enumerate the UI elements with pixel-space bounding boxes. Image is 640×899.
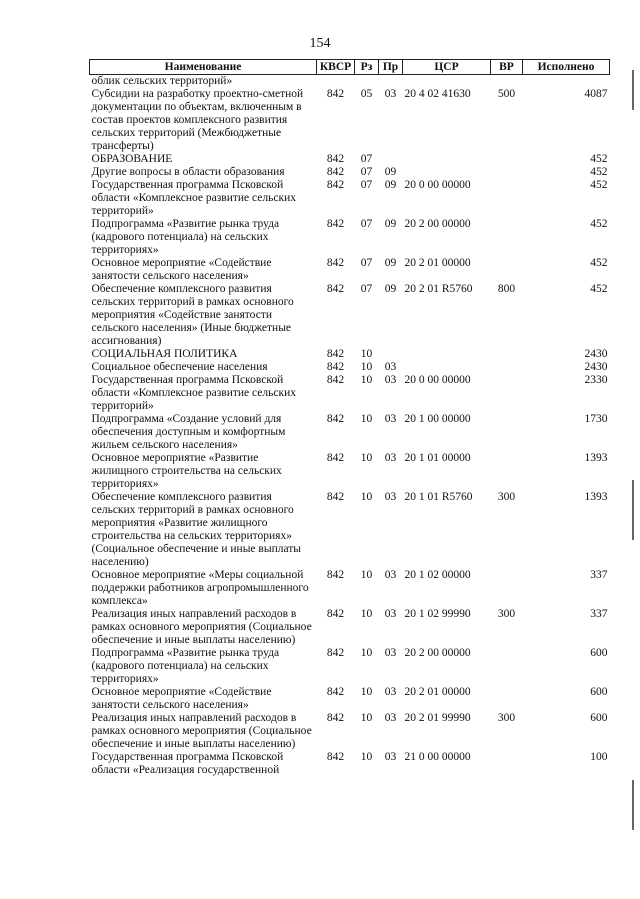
cell-kvsr: 842 (326, 686, 345, 698)
cell-exec: 2330 (584, 374, 608, 386)
table-row (90, 647, 610, 686)
table-row (90, 361, 610, 374)
cell-name: Другие вопросы в области образования (91, 166, 285, 178)
table-row (90, 348, 610, 361)
cell-rz: 07 (360, 153, 373, 165)
table-row (90, 686, 610, 712)
cell-rz: 10 (360, 413, 373, 425)
cell-pr: 03 (384, 361, 397, 373)
cell-rz: 10 (360, 608, 373, 620)
cell-name: Подпрограмма «Развитие рынка труда (кадрового потенциала) на сельских территориях» (91, 647, 280, 685)
cell-vr (491, 374, 523, 413)
col-header-rz: Рз (355, 60, 379, 75)
cell-pr: 09 (384, 166, 397, 178)
cell-pr: 03 (384, 374, 397, 386)
cell-name: Основное мероприятие «Содействие занятости сельского населения» (91, 257, 272, 282)
table-row (90, 283, 610, 348)
cell-name: Социальное обеспечение населения (91, 361, 268, 373)
cell-pr: 03 (384, 452, 397, 464)
cell-vr (491, 751, 523, 777)
cell-exec: 452 (590, 257, 608, 269)
cell-vr (491, 647, 523, 686)
table-row (90, 218, 610, 257)
cell-csr: 20 4 02 41630 (404, 88, 471, 100)
cell-vr: 300 (497, 491, 516, 503)
cell-pr: 03 (384, 712, 397, 724)
cell-exec: 452 (590, 166, 608, 178)
cell-exec: 337 (590, 608, 608, 620)
cell-vr (491, 75, 523, 89)
cell-name: ОБРАЗОВАНИЕ (91, 153, 173, 165)
cell-kvsr: 842 (326, 361, 345, 373)
cell-rz: 10 (360, 751, 373, 763)
scan-edge-mark (632, 480, 634, 540)
cell-rz: 10 (360, 361, 373, 373)
cell-csr: 20 2 01 00000 (404, 686, 471, 698)
cell-csr: 20 0 00 00000 (404, 179, 471, 191)
cell-exec: 600 (590, 647, 608, 659)
cell-rz: 10 (360, 647, 373, 659)
cell-rz: 07 (360, 257, 373, 269)
cell-pr: 03 (384, 686, 397, 698)
cell-kvsr: 842 (326, 218, 345, 230)
cell-name: Обеспечение комплексного развития сельских территорий в рамках основного мероприятия «Развитие жилищного строительства на сельских территориях» (Социальное обеспечение и иные выплаты населению) (91, 491, 302, 568)
cell-name: Реализация иных направлений расходов в рамках основного мероприятия (Социальное обеспечение и иные выплаты населению) (91, 608, 312, 646)
cell-rz: 07 (360, 283, 373, 295)
cell-csr: 20 2 01 00000 (404, 257, 471, 269)
cell-csr: 21 0 00 00000 (404, 751, 471, 763)
cell-kvsr: 842 (326, 166, 345, 178)
cell-kvsr: 842 (326, 413, 345, 425)
cell-kvsr: 842 (326, 751, 345, 763)
scan-edge-mark (632, 70, 634, 110)
cell-kvsr: 842 (326, 569, 345, 581)
cell-vr: 500 (497, 88, 516, 100)
cell-pr (379, 348, 403, 361)
cell-pr: 03 (384, 491, 397, 503)
cell-rz: 10 (360, 452, 373, 464)
cell-pr (379, 153, 403, 166)
cell-csr (403, 75, 491, 89)
cell-pr (379, 75, 403, 89)
col-header-exec: Исполнено (523, 60, 610, 75)
table-row (90, 179, 610, 218)
budget-table (89, 59, 610, 777)
cell-kvsr (317, 75, 355, 89)
cell-pr: 09 (384, 283, 397, 295)
cell-name: Подпрограмма «Развитие рынка труда (кадрового потенциала) на сельских территориях» (91, 218, 280, 256)
cell-pr: 03 (384, 608, 397, 620)
cell-pr: 03 (384, 647, 397, 659)
cell-vr (491, 179, 523, 218)
cell-rz: 10 (360, 686, 373, 698)
cell-kvsr: 842 (326, 179, 345, 191)
cell-csr (403, 348, 491, 361)
cell-name: Государственная программа Псковской области «Реализация государственной (91, 751, 284, 776)
cell-csr: 20 2 01 R5760 (404, 283, 473, 295)
table-row (90, 491, 610, 569)
cell-exec: 1730 (584, 413, 608, 425)
cell-exec: 600 (590, 712, 608, 724)
cell-vr (491, 218, 523, 257)
page-number: 154 (309, 36, 331, 51)
cell-pr: 03 (384, 88, 397, 100)
cell-kvsr: 842 (326, 257, 345, 269)
cell-csr: 20 2 00 00000 (404, 647, 471, 659)
cell-name: Государственная программа Псковской области «Комплексное развитие сельских территорий» (91, 179, 296, 217)
cell-rz: 07 (360, 218, 373, 230)
cell-vr (491, 452, 523, 491)
cell-rz: 10 (360, 491, 373, 503)
cell-csr: 20 0 00 00000 (404, 374, 471, 386)
cell-rz: 10 (360, 348, 373, 360)
cell-pr: 09 (384, 218, 397, 230)
cell-vr (491, 569, 523, 608)
cell-csr (403, 361, 491, 374)
cell-name: СОЦИАЛЬНАЯ ПОЛИТИКА (91, 348, 238, 360)
cell-vr (491, 153, 523, 166)
cell-rz: 07 (360, 179, 373, 191)
cell-rz: 05 (360, 88, 373, 100)
table-row (90, 374, 610, 413)
cell-kvsr: 842 (326, 374, 345, 386)
table-row (90, 712, 610, 751)
cell-kvsr: 842 (326, 608, 345, 620)
cell-vr (491, 348, 523, 361)
cell-name: Основное мероприятие «Содействие занятости сельского населения» (91, 686, 272, 711)
cell-rz: 10 (360, 569, 373, 581)
cell-csr (403, 166, 491, 179)
cell-csr: 20 1 01 00000 (404, 452, 471, 464)
table-row (90, 166, 610, 179)
table-row (90, 569, 610, 608)
cell-name: Основное мероприятие «Развитие жилищного строительства на сельских территориях» (91, 452, 282, 490)
cell-name: Государственная программа Псковской области «Комплексное развитие сельских территорий» (91, 374, 296, 412)
cell-vr: 800 (497, 283, 516, 295)
cell-rz: 10 (360, 374, 373, 386)
table-row (90, 88, 610, 153)
cell-exec: 2430 (584, 348, 608, 360)
cell-exec: 452 (590, 153, 608, 165)
cell-pr: 03 (384, 413, 397, 425)
cell-exec: 600 (590, 686, 608, 698)
table-row (90, 751, 610, 777)
cell-kvsr: 842 (326, 153, 345, 165)
cell-exec: 1393 (584, 491, 608, 503)
table-row (90, 257, 610, 283)
cell-name: Подпрограмма «Создание условий для обеспечения доступным и комфортным жильем сельского населения» (91, 413, 286, 451)
cell-kvsr: 842 (326, 283, 345, 295)
cell-csr: 20 2 00 00000 (404, 218, 471, 230)
col-header-csr: ЦСР (403, 60, 491, 75)
cell-name: Субсидии на разработку проектно-сметной документации по объектам, включенным в состав проектов комплексного развития сельских территорий (Межбюджетные трансферты) (91, 88, 304, 152)
col-header-kvsr: КВСР (317, 60, 355, 75)
cell-exec: 452 (590, 218, 608, 230)
cell-pr: 09 (384, 257, 397, 269)
cell-rz: 07 (360, 166, 373, 178)
table-row (90, 153, 610, 166)
col-header-name: Наименование (90, 60, 317, 75)
cell-pr: 09 (384, 179, 397, 191)
cell-vr (491, 686, 523, 712)
cell-exec (523, 75, 610, 89)
cell-vr: 300 (497, 608, 516, 620)
cell-exec: 337 (590, 569, 608, 581)
table-row (90, 413, 610, 452)
cell-rz: 10 (360, 712, 373, 724)
cell-csr: 20 1 02 00000 (404, 569, 471, 581)
cell-csr (403, 153, 491, 166)
cell-name: Обеспечение комплексного развития сельских территорий в рамках основного мероприятия «Содействие занятости сельского населения» (Иные бюджетные ассигнования) (91, 283, 294, 347)
table-row (90, 452, 610, 491)
cell-name: облик сельских территорий» (91, 75, 233, 87)
cell-vr (491, 166, 523, 179)
cell-exec: 1393 (584, 452, 608, 464)
cell-name: Основное мероприятие «Меры социальной поддержки работников агропромышленного комплекса» (91, 569, 309, 607)
cell-csr: 20 1 01 R5760 (404, 491, 473, 503)
col-header-pr: Пр (379, 60, 403, 75)
cell-kvsr: 842 (326, 88, 345, 100)
col-header-vr: ВР (491, 60, 523, 75)
cell-csr: 20 1 00 00000 (404, 413, 471, 425)
cell-exec: 100 (590, 751, 608, 763)
cell-kvsr: 842 (326, 712, 345, 724)
cell-rz (355, 75, 379, 89)
cell-csr: 20 1 02 99990 (404, 608, 471, 620)
cell-exec: 4087 (584, 88, 608, 100)
cell-kvsr: 842 (326, 348, 345, 360)
cell-vr (491, 257, 523, 283)
cell-pr: 03 (384, 751, 397, 763)
table-header-row (90, 60, 610, 75)
cell-exec: 452 (590, 283, 608, 295)
cell-exec: 2430 (584, 361, 608, 373)
table-row (90, 608, 610, 647)
scan-edge-mark (632, 780, 634, 830)
cell-name: Реализация иных направлений расходов в рамках основного мероприятия (Социальное обеспечение и иные выплаты населению) (91, 712, 312, 750)
cell-kvsr: 842 (326, 647, 345, 659)
table-row (90, 75, 610, 89)
cell-pr: 03 (384, 569, 397, 581)
cell-vr: 300 (497, 712, 516, 724)
cell-vr (491, 361, 523, 374)
cell-kvsr: 842 (326, 491, 345, 503)
cell-csr: 20 2 01 99990 (404, 712, 471, 724)
cell-vr (491, 413, 523, 452)
cell-exec: 452 (590, 179, 608, 191)
cell-kvsr: 842 (326, 452, 345, 464)
